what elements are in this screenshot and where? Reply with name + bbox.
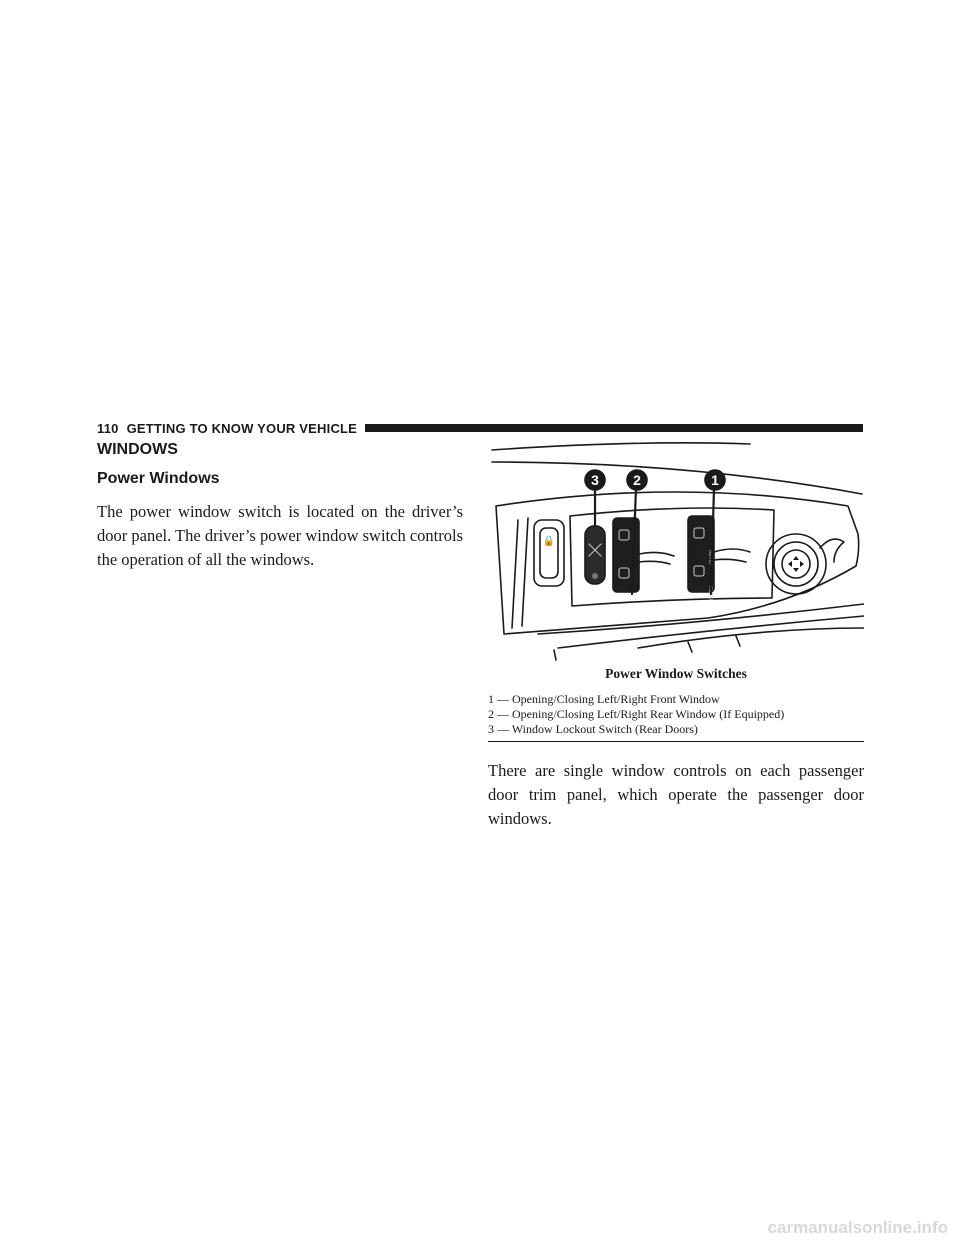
section-heading: WINDOWS: [97, 441, 178, 458]
section-subheading: Power Windows: [97, 470, 220, 487]
legend-item: 3 — Window Lockout Switch (Rear Doors): [488, 722, 698, 736]
page-header: [97, 420, 863, 436]
svg-text:AUTO: AUTO: [707, 586, 713, 600]
legend-item: 2 — Opening/Closing Left/Right Rear Window (If Equipped): [488, 707, 785, 721]
figure-legend: [488, 692, 864, 737]
page-number: 110: [97, 420, 119, 436]
svg-text:AUTO: AUTO: [707, 550, 713, 564]
callout-3: [585, 470, 605, 490]
legend-item: 1 — Opening/Closing Left/Right Front Window: [488, 692, 720, 706]
header-title: GETTING TO KNOW YOUR VEHICLE: [126, 420, 358, 436]
power-window-switches-figure: [488, 438, 864, 663]
svg-text:🔒: 🔒: [542, 536, 556, 547]
watermark: carmanualsonline.info: [767, 1218, 948, 1237]
legend-divider: [488, 741, 864, 742]
svg-text:2: 2: [633, 472, 641, 488]
figure-caption: Power Window Switches: [605, 666, 747, 681]
passenger-controls-paragraph: There are single window controls on each passenger door trim panel, which operate the passenger door windows.: [488, 761, 864, 828]
callout-2: [627, 470, 647, 490]
svg-text:1: 1: [711, 472, 719, 488]
header-rule: [365, 424, 863, 432]
intro-paragraph: The power window switch is located on the driver’s door panel. The driver’s power window switch controls the operation of all the windows.: [97, 502, 463, 569]
svg-text:3: 3: [591, 472, 599, 488]
callout-1: [705, 470, 725, 490]
